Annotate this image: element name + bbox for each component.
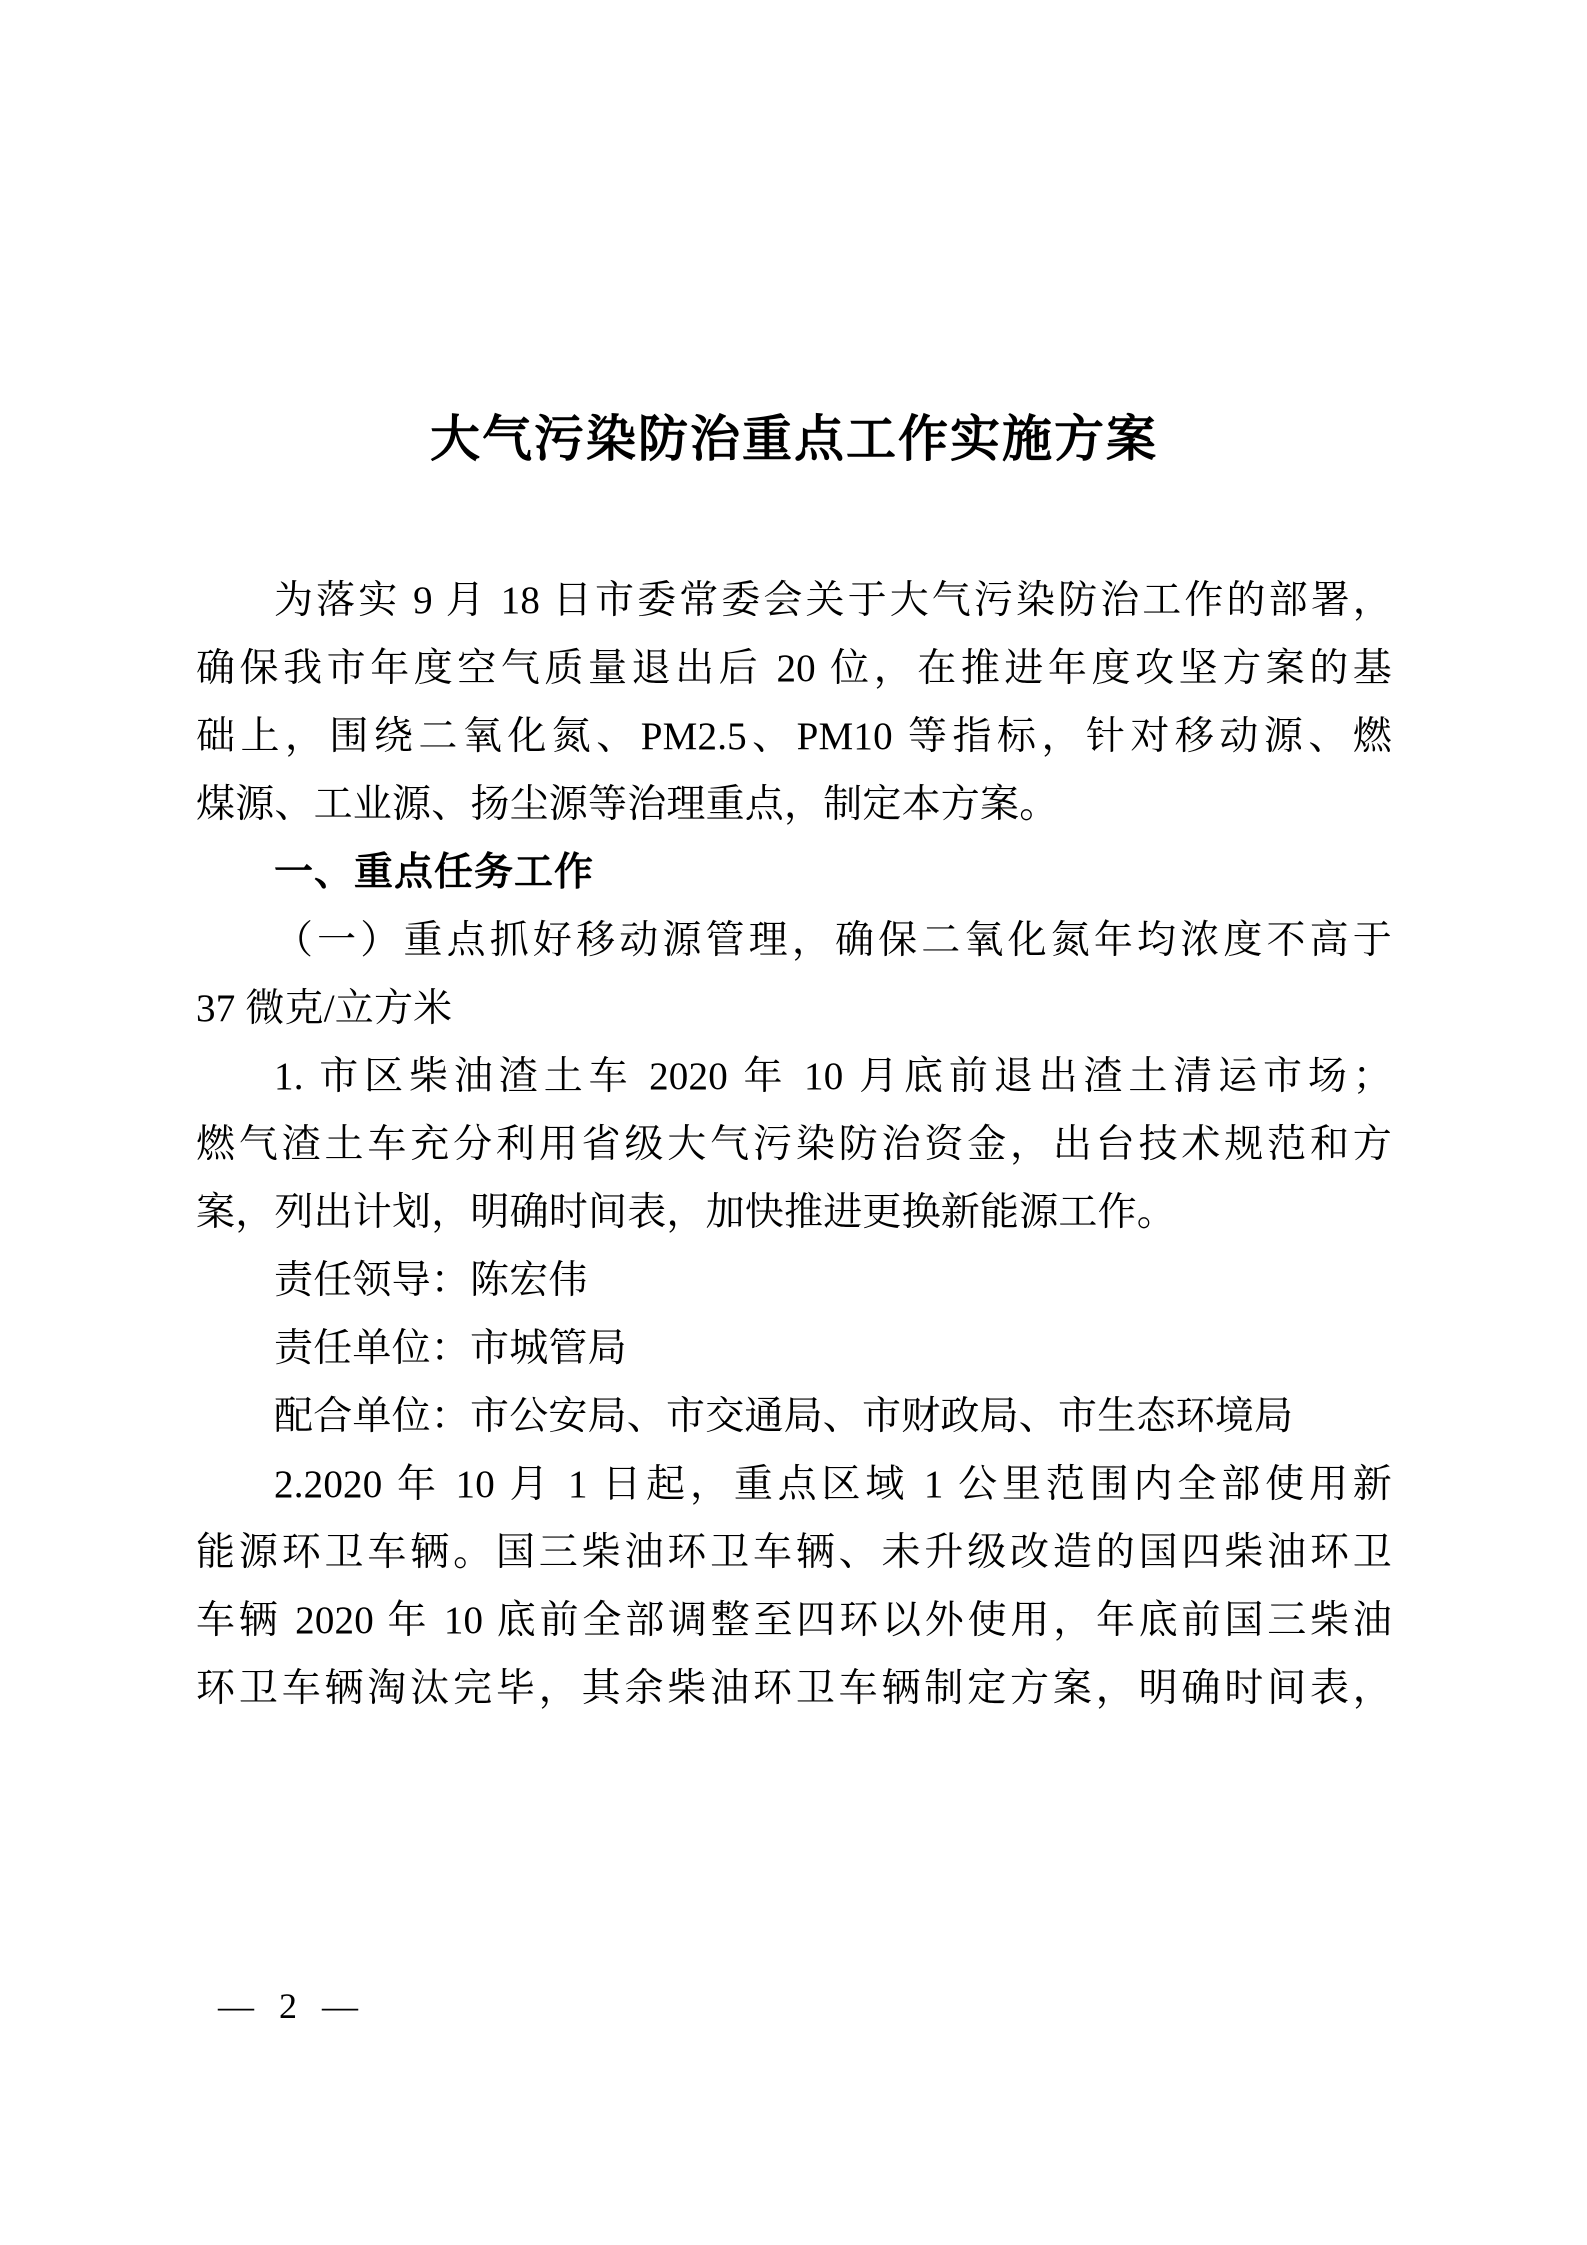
item-2-paragraph bbox=[196, 1451, 1392, 1723]
item-1-responsible-leader bbox=[196, 1247, 1392, 1315]
intro-line-1: 为落实 9 月 18 日市委常委会关于大气污染防治工作的部署， bbox=[274, 578, 1392, 622]
item-2-line-1: 2.2020 年 10 月 1 日起，重点区域 1 公里范围内全部使用新 bbox=[274, 1462, 1392, 1506]
item-2-line-4: 环卫车辆淘汰完毕，其余柴油环卫车辆制定方案，明确时间表， bbox=[196, 1666, 1392, 1710]
intro-line-3: 础上，围绕二氧化氮、PM2.5、PM10 等指标，针对移动源、燃 bbox=[196, 714, 1392, 758]
item-1-paragraph bbox=[196, 1043, 1392, 1247]
section-heading-one: 一、重点任务工作 bbox=[274, 850, 595, 894]
item-2-line-3: 车辆 2020 年 10 底前全部调整至四环以外使用，年底前国三柴油 bbox=[196, 1598, 1392, 1642]
responsible-leader-text: 责任领导：陈宏伟 bbox=[274, 1258, 588, 1302]
page-title: 大气污染防治重点工作实施方案 bbox=[430, 411, 1158, 467]
item-1-line-3: 案，列出计划，明确时间表，加快推进更换新能源工作。 bbox=[196, 1190, 1177, 1234]
item-1-line-1: 1. 市区柴油渣土车 2020 年 10 月底前退出渣土清运市场； bbox=[274, 1054, 1392, 1098]
document-body bbox=[196, 0, 1392, 1723]
intro-line-4: 煤源、工业源、扬尘源等治理重点，制定本方案。 bbox=[196, 782, 1059, 826]
item-1-supporting-units bbox=[196, 1383, 1392, 1451]
item-2-line-2: 能源环卫车辆。国三柴油环卫车辆、未升级改造的国四柴油环卫 bbox=[196, 1530, 1392, 1574]
item-1-line-2: 燃气渣土车充分利用省级大气污染防治资金，出台技术规范和方 bbox=[196, 1122, 1392, 1166]
intro-line-2: 确保我市年度空气质量退出后 20 位，在推进年度攻坚方案的基 bbox=[196, 646, 1392, 690]
subsection-one-line-1: （一）重点抓好移动源管理，确保二氧化氮年均浓度不高于 bbox=[274, 918, 1392, 962]
responsible-unit-text: 责任单位：市城管局 bbox=[274, 1326, 627, 1370]
subsection-one-paragraph bbox=[196, 907, 1392, 1043]
item-1-responsible-unit bbox=[196, 1315, 1392, 1383]
intro-paragraph bbox=[196, 567, 1392, 839]
subsection-one-line-2: 37 微克/立方米 bbox=[196, 986, 453, 1030]
page-number: — 2 — bbox=[218, 1986, 366, 2026]
supporting-units-text: 配合单位：市公安局、市交通局、市财政局、市生态环境局 bbox=[274, 1394, 1294, 1438]
